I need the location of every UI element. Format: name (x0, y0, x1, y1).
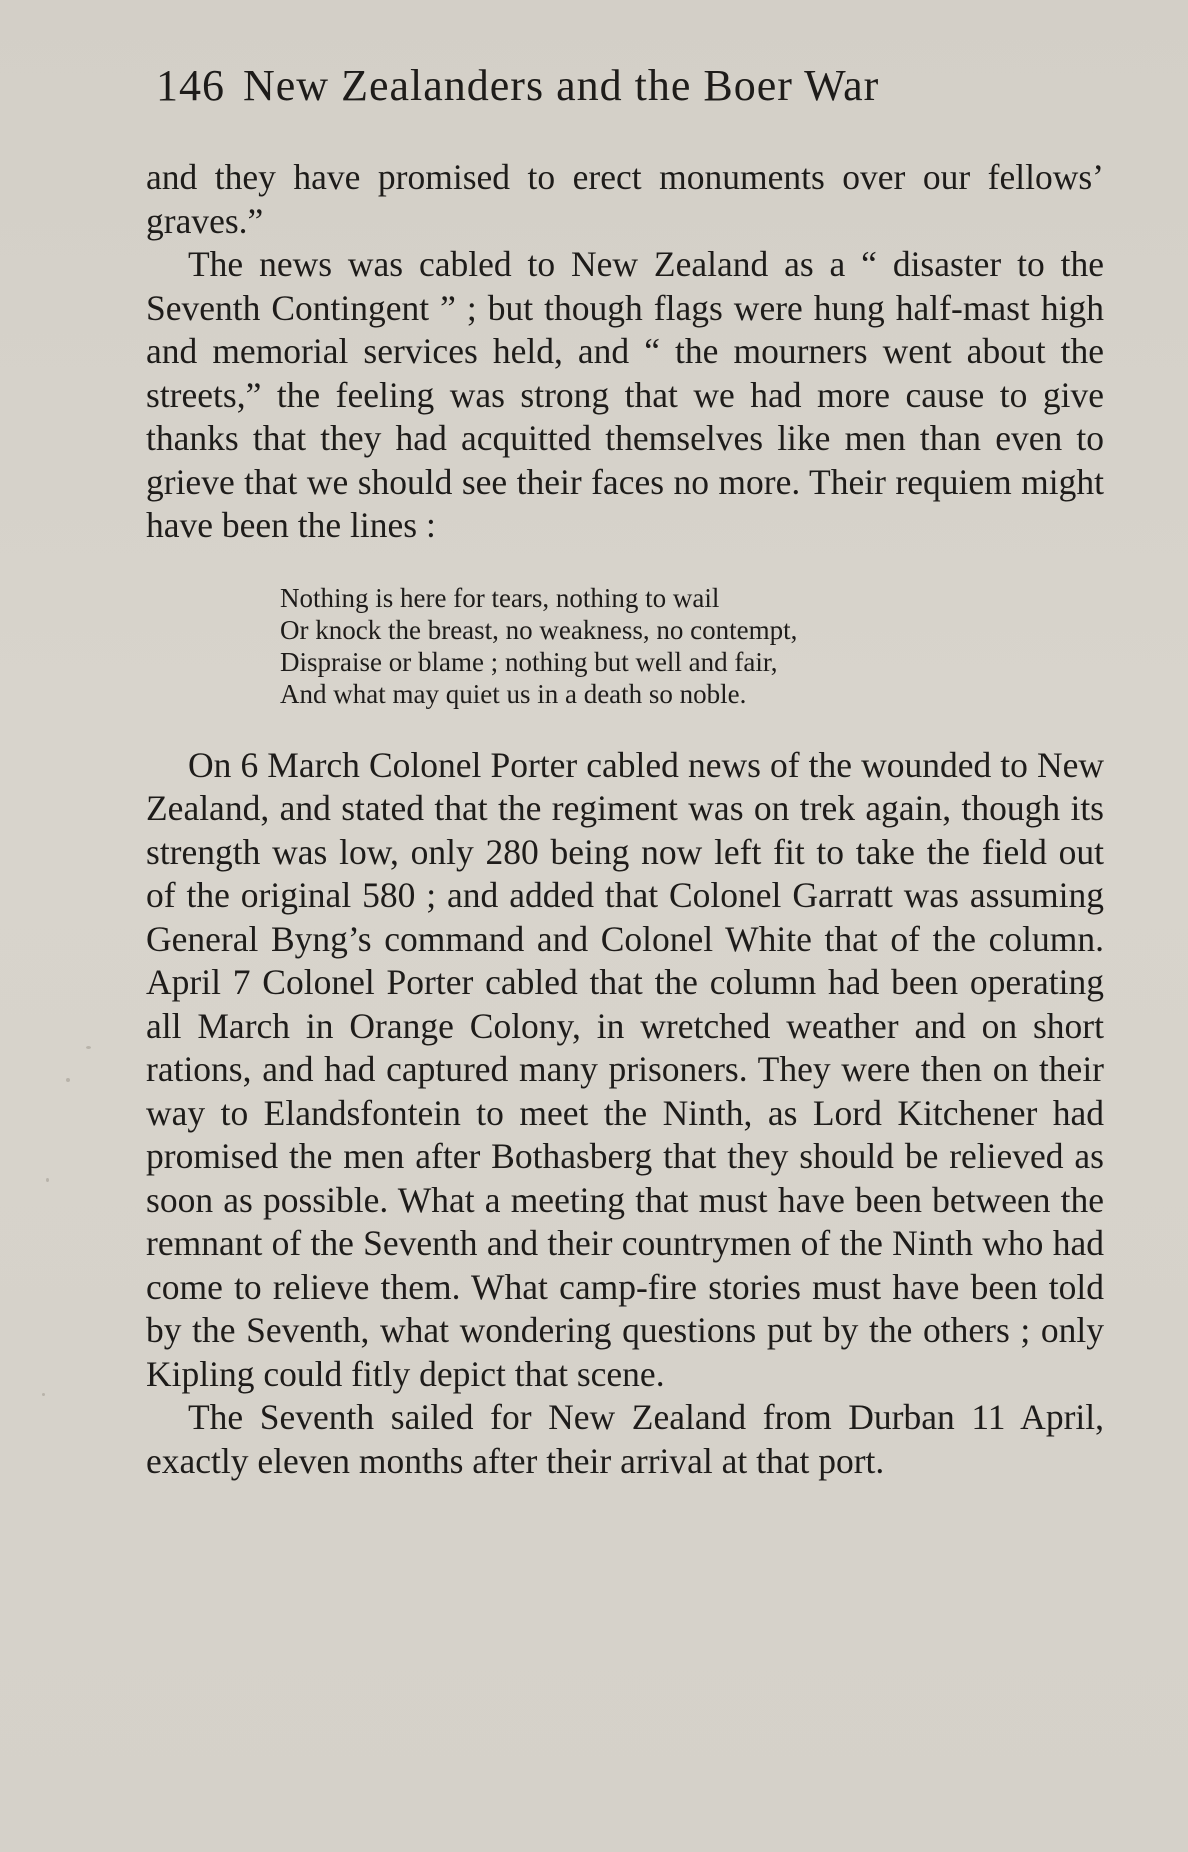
book-title: New Zealanders and the Boer War (243, 61, 880, 110)
verse-quotation (280, 582, 1104, 710)
running-header (156, 56, 1056, 116)
paragraph-seventh-sailed: The Seventh sailed for New Zealand from Durban 11 April, exactly eleven months after their arrival at that port. (146, 1397, 1104, 1481)
paper-speck (46, 1178, 49, 1182)
verse-line: Or knock the breast, no weakness, no contempt, (280, 614, 798, 645)
paragraph-porter-cables: On 6 March Colonel Porter cabled news of the wounded to New Zealand, and stated that the regiment was on trek again, though its strength was low, only 280 being now left fit to take the field out of the original 580 ; and added that Colonel Garratt was assuming General Byng’s command and Colonel White that of the column. April 7 Colonel Porter cabled that the column had been operating all March in Orange Colony, in wretched weather and on short rations, and had captured many prisoners. They were then on their way to Elandsfontein to meet the Ninth, as Lord Kitchener had promised the men after Bothasberg that they should be relieved as soon as possible. What a meeting that must have been between the remnant of the Seventh and their countrymen of the Ninth who had come to relieve them. What camp-fire stories must have been told by the Seventh, what wondering questions put by the others ; only Kipling could fitly depict that scene. (146, 744, 1104, 1394)
paper-speck (66, 1078, 70, 1082)
verse-line: And what may quiet us in a death so noble. (280, 678, 747, 709)
paragraph-news-cabled: The news was cabled to New Zealand as a “ disaster to the Seventh Contingent ” ; but though flags were hung half-mast high and memorial services held, and “ the mourners went about the streets,” the feeling was strong that we had more cause to give thanks that they had acquitted themselves like men than even to grieve that we should see their faces no more. Their requiem might have been the lines : (146, 244, 1104, 545)
verse-line: Dispraise or blame ; nothing but well and fair, (280, 646, 778, 677)
paper-speck (42, 1393, 45, 1396)
verse-line: Nothing is here for tears, nothing to wail (280, 582, 720, 613)
paragraph-continuation: and they have promised to erect monuments over our fellows’ graves.” (146, 157, 1104, 241)
body-text (146, 156, 1104, 1483)
paper-speck (86, 1046, 91, 1049)
page-number: 146 (156, 61, 225, 110)
